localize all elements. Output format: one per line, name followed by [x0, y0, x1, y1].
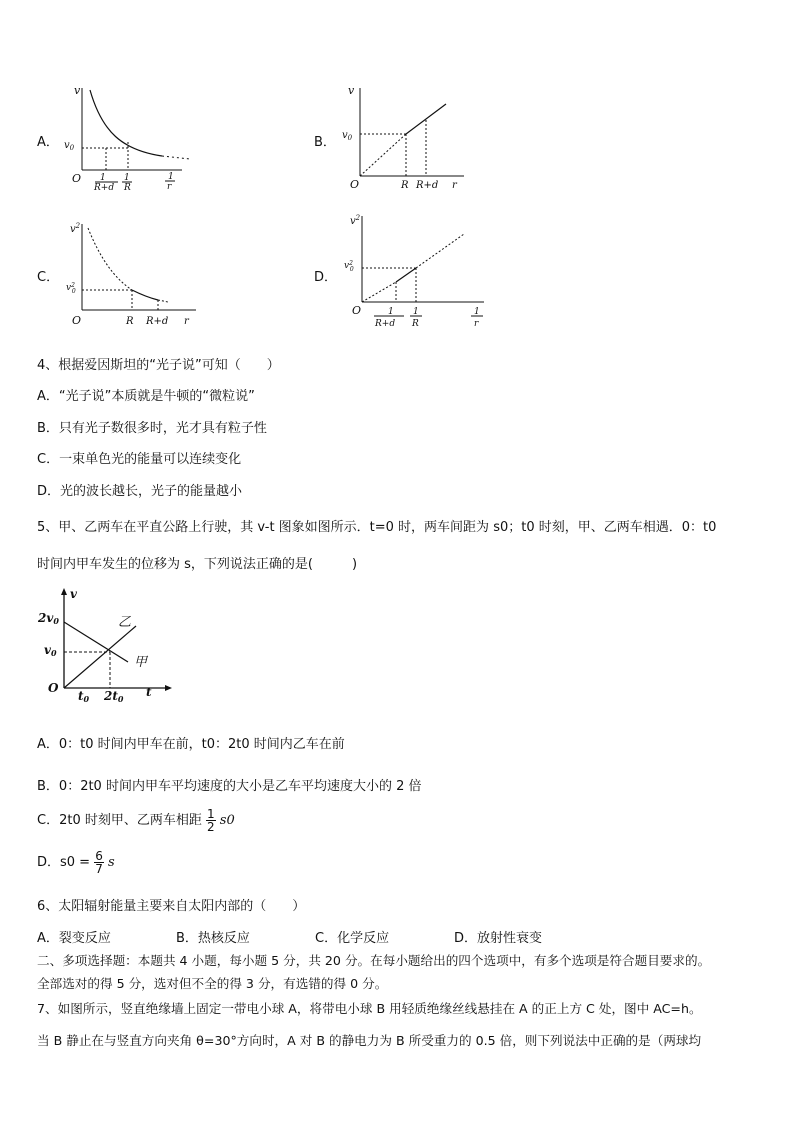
- y-axis-label: v: [348, 84, 355, 97]
- svg-text:R+d: R+d: [146, 316, 169, 327]
- label-yi: 乙: [118, 615, 132, 630]
- q5-vt-graph: [36, 586, 176, 704]
- svg-text:R: R: [126, 316, 134, 327]
- q5-option-c: C．2t0 时刻甲、乙两车相距 $\frac{1}{2}$ s0: [37, 807, 235, 834]
- q5-option-a: A．0：t0 时间内甲车在前，t0：2t0 时间内乙车在前: [37, 737, 345, 752]
- svg-text:v20: $v^2$ 0: [66, 282, 76, 295]
- svg-text:t: t: [146, 685, 152, 699]
- q4-option-a: A．“光子说”本质就是牛顿的“微粒说”: [37, 389, 255, 404]
- svg-text:1: 1: [388, 307, 394, 317]
- svg-text:1: 1: [100, 173, 106, 183]
- svg-text:r: r: [167, 182, 172, 190]
- svg-text:v0: $v_0$: [342, 130, 353, 142]
- q6-option-b: B．热核反应: [176, 931, 250, 946]
- svg-text:R+d: R+d: [416, 180, 439, 190]
- svg-text:O: O: [350, 178, 360, 190]
- svg-text:2v0: 2v0: [38, 611, 59, 626]
- svg-text:v0: v0: [44, 643, 57, 658]
- svg-text:O: O: [48, 681, 59, 695]
- svg-text:r: r: [452, 180, 457, 190]
- q7-line2: 当 B 静止在与竖直方向夹角 θ=30°方向时，A 对 B 的静电力为 B 所受重力的 0.5 倍，则下列说法中正确的是（两球均: [37, 1033, 702, 1048]
- q4-option-d: D．光的波长越长，光子的能量越小: [37, 484, 243, 499]
- q5-option-d: D．s0 = $\frac{6}{7}$ s: [37, 849, 115, 876]
- svg-text:v20: $v^2$ 0: [344, 260, 354, 273]
- svg-text:R: R: [401, 180, 409, 190]
- q4-option-b: B．只有光子数很多时，光才具有粒子性: [37, 421, 267, 436]
- q3-option-a-letter: A．: [37, 135, 59, 150]
- q6-option-d: D．放射性衰变: [454, 931, 543, 946]
- q5-stem-line1: 5、甲、乙两车在平直公路上行驶，其 v-t 图象如图所示．t=0 时，两车间距为 s0；t0 时刻，甲、乙两车相遇．0：t0: [37, 520, 717, 535]
- y-axis-label: v: [74, 84, 81, 97]
- q3-graph-a: [62, 82, 192, 190]
- q6-stem: 6、太阳辐射能量主要来自太阳内部的（ ）: [37, 899, 306, 914]
- q4-stem: 4、根据爱因斯坦的“光子说”可知（ ）: [37, 358, 280, 373]
- label-jia: 甲: [134, 655, 148, 670]
- v0-label: $v_0$: [64, 140, 75, 152]
- q3-option-c-letter: C．: [37, 270, 60, 285]
- svg-text:R: R: [124, 183, 131, 190]
- svg-text:O: O: [352, 304, 362, 317]
- svg-text:O: O: [72, 314, 82, 327]
- section2-line1: 二、多项选择题：本题共 4 小题，每小题 5 分，共 20 分。在每小题给出的四个选项中，有多个选项是符合题目要求的。: [37, 953, 711, 968]
- q3-option-b-letter: B．: [314, 135, 336, 150]
- origin-label: O: [72, 172, 82, 185]
- svg-text:r: r: [474, 319, 479, 329]
- q3-graph-c: [62, 218, 202, 330]
- q3-graph-b: [340, 82, 470, 190]
- svg-text:2t0: 2t0: [104, 689, 124, 704]
- svg-text:v2: $v^2$: [350, 214, 361, 227]
- svg-text:R+d: R+d: [375, 319, 396, 329]
- svg-text:1: 1: [168, 172, 174, 182]
- section2-line2: 全部选对的得 5 分，选对但不全的得 3 分，有选错的得 0 分。: [37, 976, 388, 991]
- svg-text:1: 1: [124, 173, 130, 183]
- svg-text:v: v: [70, 587, 77, 601]
- q6-option-c: C．化学反应: [315, 931, 390, 946]
- svg-text:v2: $v^2$: [70, 222, 81, 235]
- q3-graph-d: [340, 212, 490, 332]
- q5-stem-line2: 时间内甲车发生的位移为 s，下列说法正确的是( ): [37, 557, 358, 572]
- svg-text:1: 1: [474, 307, 480, 317]
- q5-option-b: B．0：2t0 时间内甲车平均速度的大小是乙车平均速度大小的 2 倍: [37, 779, 422, 794]
- q6-option-a: A．裂变反应: [37, 931, 111, 946]
- svg-text:t0: t0: [78, 689, 90, 704]
- q7-line1: 7、如图所示，竖直绝缘墙上固定一带电小球 A，将带电小球 B 用轻质绝缘丝线悬挂在 A 的正上方 C 处，图中 AC=h。: [37, 1001, 702, 1016]
- svg-text:R+d: R+d: [94, 183, 115, 190]
- q3-option-d-letter: D．: [314, 270, 338, 285]
- svg-text:R: R: [412, 319, 419, 329]
- q4-option-c: C．一束单色光的能量可以连续变化: [37, 452, 242, 467]
- svg-text:1: 1: [413, 307, 419, 317]
- svg-text:r: r: [184, 316, 189, 327]
